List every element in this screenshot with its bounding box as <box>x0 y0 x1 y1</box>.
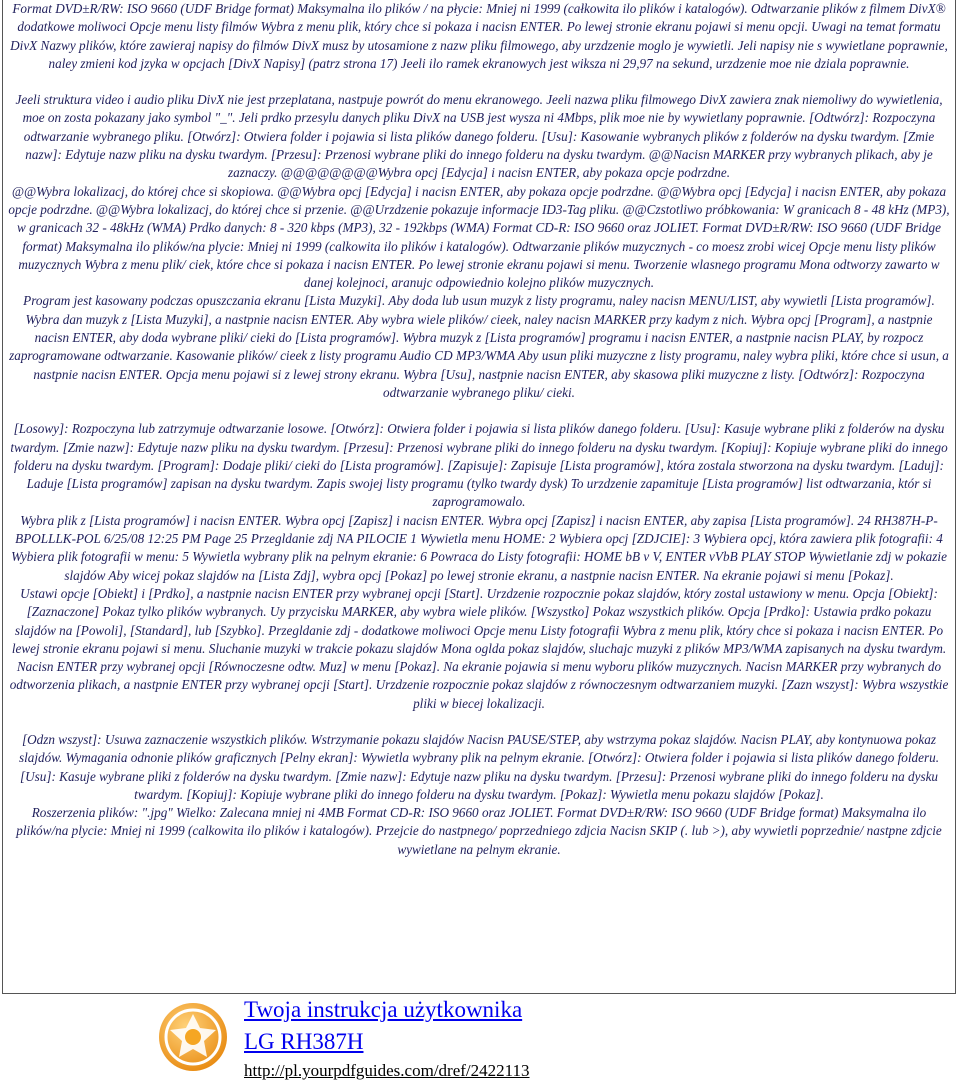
model-link[interactable]: LG RH387H <box>244 1029 364 1054</box>
paragraph-file-requirements: Roszerzenia plików: ".jpg" Wielko: Zalecana mniej ni 4MB Format CD-R: ISO 9660 oraz JOLIET. Format DVD±R/RW: ISO 9660 (UDF Bridge format) Maksymalna ilo plików/na plycie: Mniej ni 1999 (calkowita ilo plików i katalogów). Przejcie do nastpnego/ poprzedniego zdjcia Nacisn SKIP (. lub >), aby wywietli poprzednie/ nastpne zdjcie wywietlane na pelnym ekranie. <box>16 805 942 857</box>
paragraph-slideshow: Ustawi opcje [Obiekt] i [Prdko], a nastpnie nacisn ENTER przy wybranej opcji [Start]. Urzdzenie rozpocznie pokaz slajdów, który zostal ustawiony w menu. Opcja [Obiekt]: [Zaznaczone] Pokaz tylko plików wybranych. Uy przycisku MARKER, aby wybra wiele plików. [Wszystko] Pokaz wszystkich plików. Opcja [Prdko]: Ustawia prdko pokazu slajdów na [Powoli], [Standard], lub [Szybko]. Przegldanie zdj - dodatkowe moliwoci Opcje menu Listy fotografii Wybra z menu plik, który chce si pokaza i nacisn ENTER. Po lewej stronie ekranu pojawi si menu. Sluchanie muzyki w trakcie pokazu slajdów Mona oglda pokaz slajdów, sluchajc muzyki z plików MP3/WMA zapisanych na dysku twardym. Nacisn ENTER przy wybranej opcji [Równoczesne odtw. Muz] w menu [Pokaz]. Na ekranie pojawia si menu wyboru plików muzycznych. Nacisn MARKER przy wybranych do odtworzenia plikach, a nastpnie ENTER przy wybranej opcji [Start]. Urzdzenie rozpocznie pokaz slajdów z równoczesnym odtwarzaniem muzyki. [Zazn wszyst]: Wybra wszystkie pliki w biecej lokalizacji. <box>9 585 949 711</box>
paragraph-pause-slideshow: [Odzn wszyst]: Usuwa zaznaczenie wszystkich plików. Wstrzymanie pokazu slajdów Nacisn PAUSE/STEP, aby wstrzyma pokaz slajdów. Nacisn PLAY, aby kontynuowa pokaz slajdów. Wymagania odnonie plików graficznych [Pelny ekran]: Wywietla wybrany plik na pelnym ekranie. [Otwórz]: Otwiera folder i pojawia si lista plików danego folderu. [Usu]: Kasuje wybrane pliki z folderów na dysku twardym. [Zmie nazw]: Edytuje nazw pliku na dysku twardym. [Przesu]: Przenosi wybrane pliki do innego folderu na dysku twardym. [Kopiuj]: Kopiuje wybrane pliki do innego folderu na dysku twardym. [Pokaz]: Wywietla menu pokazu slajdów [Pokaz]. <box>19 731 939 802</box>
paragraph-music-options: @@Wybra lokalizacj, do której chce si skopiowa. @@Wybra opcj [Edycja] i nacisn ENTER, aby pokaza opcje podrzdne. @@Wybra opcj [Edycja] i nacisn ENTER, aby pokaza opcje podrzdne. @@Wybra lokalizacj, do której chce si przenie. @@Urzdzenie pokazuje informacje ID3-Tag pliku. @@Czstotliwo próbkowania: W granicach 8 - 48 kHz (MP3), w granicach 32 - 48kHz (WMA) Prdko danych: 8 - 320 kbps (MP3), 32 - 192kbps (WMA) Format CD-R: ISO 9660 oraz JOLIET. Format DVD±R/RW: ISO 9660 (UDF Bridge format) Maksymalna ilo plików/na plycie: Mniej ni 1999 (calkowita ilo plików i katalogów). Odtwarzanie plików muzycznych - co moesz zrobi wicej Opcje menu listy plików muzycznych Wybra z menu plik/ ciek, które chce si pokaza i nacisn ENTER. Po lewej stronie ekranu pojawi si menu. Tworzenie wlasnego programu Mona odtworzy zawarto w danej kolejnoci, aranujc odpowiednio kolejno plików muzycznych. <box>8 183 950 291</box>
paragraph-divx-options: Jeeli struktura video i audio pliku DivX nie jest przeplatana, nastpuje powrót do menu ekranowego. Jeeli nazwa pliku filmowego DivX zawiera znak niemoliwy do wywietlenia, moe on zosta pokazany jako symbol "_". Jeli prdko przesylu danych pliku DivX na USB jest wysza ni 4Mbps, plik moe nie by wywietlany poprawnie. [Odtwórz]: Rozpoczyna odtwarzanie wybranego pliku. [Otwórz]: Otwiera folder i pojawia si lista plików danego folderu. [Usu]: Kasowanie wybranych plików z folderów na dysku twardym. [Zmie nazw]: Edytuje nazw pliku na dysku twardym. [Przesu]: Przenosi wybrane pliki do innego folderu na dysku twardym. @@Nacisn MARKER przy wybranych plikach, aby je zaznaczy. @@@@@@@@Wybra opcj [Edycja] i nacisn ENTER, aby pokaza opcje podrzdne. <box>15 92 943 181</box>
user-manual-link[interactable]: Twoja instrukcja użytkownika <box>244 997 523 1022</box>
paragraph-program-list: Program jest kasowany podczas opuszczania ekranu [Lista Muzyki]. Aby doda lub usun muzyk z listy programu, naley nacisn MENU/LIST, aby wywietli [Lista programów]. Wybra dan muzyk z [Lista Muzyki], a nastpnie nacisn ENTER. Aby wybra wiele plików/ cieek, naley nacisn MARKER przy kadym z nich. Wybra opcj [Program], a nastpnie nacisn ENTER, aby doda wybrane pliki/ cieki do [Lista programów]. Wybra muzyk z [Lista programów] programu i nacisn ENTER, a nastpnie nacisn PLAY, by rozpocz zaprogramowane odtwarzanie. Kasowanie plików/ cieek z listy programu Audio CD MP3/WMA Aby usun pliki muzyczne z listy programu, naley wybra pliki, które chce si usun, a nastpnie nacisn ENTER. Opcja menu pojawi si z lewej strony ekranu. Wybra [Usu], nastpnie nacisn ENTER, aby skasowa pliki muzyczne z listy. [Odtwórz]: Rozpoczyna odtwarzanie wybranego pliku/ cieki. <box>9 293 949 400</box>
guides-logo-icon <box>156 1000 230 1074</box>
source-url-link[interactable]: http://pl.yourpdfguides.com/dref/2422113 <box>244 1061 530 1080</box>
document-page <box>2 0 956 994</box>
paragraph-divx-format: Format DVD±R/RW: ISO 9660 (UDF Bridge format) Maksymalna ilo plików / na płycie: Mniej ni 1999 (całkowita ilo plików i katalogów). Odtwarzanie plików z filmem DivX® dodatkowe moliwoci Opcje menu listy filmów Wybra z menu plik, który chce si pokaza i nacisn ENTER. Po lewej stronie ekranu pojawi si menu opcji. Uwagi na temat formatu DivX Nazwy plików, które zawieraj napisy do filmów DivX musz by utosamione z nazw pliku filmowego, aby urzdzenie moglo je wywietli. Jeli napisy nie s wywietlane poprawnie, naley zmieni kod jzyka w opcjach [DivX Napisy] (patrz strona 17) Jeeli ilo ramek ekranowych jest wiksza ni 29,97 na sekund, urzdzenie moe nie dziala poprawnie. <box>10 1 948 71</box>
paragraph-random-play: [Losowy]: Rozpoczyna lub zatrzymuje odtwarzanie losowe. [Otwórz]: Otwiera folder i pojawia si lista plików danego folderu. [Usu]: Kasuje wybrane pliki z folderów na dysku twardym. [Zmie nazw]: Edytuje nazw pliku na dysku twardym. [Przesu]: Przenosi wybrane pliki do innego folderu na dysku twardym. [Kopiuj]: Kopiuje wybrane pliki do innego folderu na dysku twardym. [Program]: Dodaje pliki/ cieki do [Lista programów]. [Zapisuje]: Zapisuje [Lista programów], która zostala stworzona na dysku twardym. [Laduj]: Laduje [Lista programów] zapisan na dysku twardym. Zapis swojej listy programu (tylko twardy dysk) To urzdzenie zapamituje [Lista programów] list odtwarzania, któr si zaprogramowalo. <box>10 421 948 510</box>
paragraph-photo-view: Wybra plik z [Lista programów] i nacisn ENTER. Wybra opcj [Zapisz] i nacisn ENTER. Wybra opcj [Zapisz] i nacisn ENTER, aby zapisa [Lista programów]. 24 RH387H-P-BPOLLLK-POL 6/25/08 12:25 PM Page 25 Przegldanie zdj NA PILOCIE 1 Wywietla menu HOME: 2 Wybiera opcj [ZDJCIE]: 3 Wybiera opcj, która zawiera plik fotografii: 4 Wybiera plik fotografii w menu: 5 Wywietla wybrany plik na pelnym ekranie: 6 Powraca do Listy fotografii: HOME bB v V, ENTER vVbB PLAY STOP Wywietlanie zdj w pokazie slajdów Aby wicej pokaz slajdów na [Lista Zdj], wybra opcj [Pokaz] po lewej stronie ekranu, a nastpnie nacisn ENTER. Na ekranie pojawi si menu [Pokaz]. <box>11 512 947 583</box>
